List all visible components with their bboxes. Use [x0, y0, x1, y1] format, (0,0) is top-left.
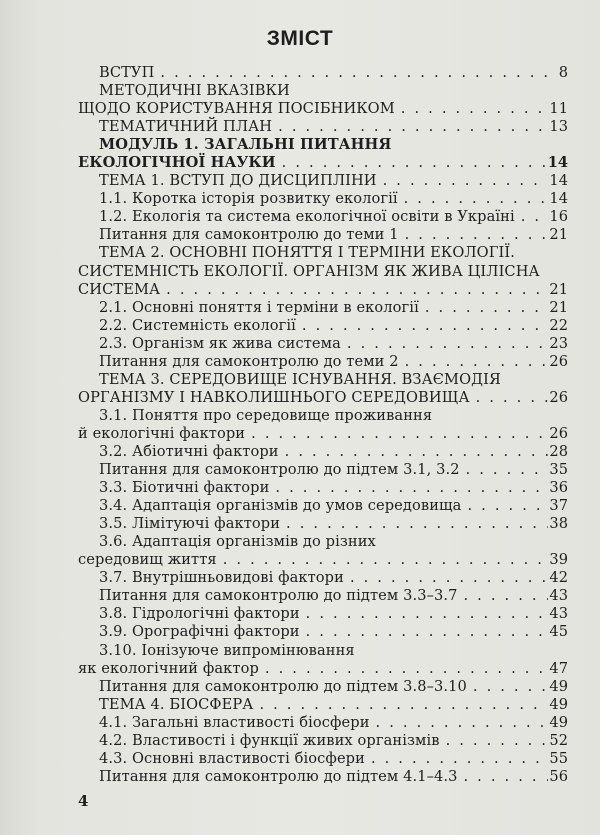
toc-entry-title: 1.1. Коротка історія розвитку екології: [99, 190, 398, 208]
toc-entry-page: 13: [549, 118, 568, 136]
toc-entry: [78, 587, 568, 605]
toc-entry: [78, 154, 568, 172]
toc-entry: [78, 750, 568, 768]
toc-entry-title: Питання для самоконтролю до підтем 3.8–3.10: [99, 677, 467, 695]
dot-leader: [166, 281, 548, 299]
toc-entry-title: СИСТЕМА: [78, 280, 161, 298]
toc-entry-title: МЕТОДИЧНІ ВКАЗІВКИ: [99, 82, 290, 100]
dot-leader: [306, 623, 549, 641]
page-title: ЗМІСТ: [266, 27, 334, 50]
toc-entry-page: 55: [549, 749, 568, 767]
toc-entry-title: 3.3. Біотичні фактори: [99, 479, 270, 497]
toc-entry-title: 3.5. Лімітуючі фактори: [99, 515, 281, 533]
toc-entry-page: 36: [549, 479, 568, 497]
toc-entry-page: 28: [549, 442, 568, 460]
toc-entry-title: ТЕМА 1. ВСТУП ДО ДИСЦИПЛІНИ: [99, 172, 377, 190]
dot-leader: [302, 317, 549, 335]
dot-leader: [476, 389, 549, 407]
dot-leader: [286, 515, 548, 533]
toc-entry-page: 37: [549, 497, 568, 515]
toc-entry-title: Питання для самоконтролю до теми 1: [99, 226, 399, 244]
toc-entry-title: 3.6. Адаптація організмів до різних: [99, 533, 376, 551]
toc-entry-page: 49: [549, 713, 568, 731]
toc-entry-title: Питання для самоконтролю до підтем 3.1, 3.2: [99, 461, 460, 479]
toc-entry: [78, 82, 568, 100]
dot-leader: [259, 696, 548, 714]
toc-entry-page: 22: [549, 316, 568, 334]
toc-entry-title: ЩОДО КОРИСТУВАННЯ ПОСІБНИКОМ: [78, 100, 395, 118]
dot-leader: [160, 64, 557, 82]
toc-entry: [78, 190, 568, 208]
dot-leader: [446, 732, 549, 750]
dot-leader: [464, 768, 549, 786]
dot-leader: [468, 497, 549, 515]
toc-entry-title: 2.3. Організм як жива система: [99, 334, 341, 352]
toc-entry: [78, 389, 568, 407]
toc-entry: [78, 678, 568, 696]
toc-entry-title: Питання для самоконтролю до підтем 4.1–4.3: [99, 767, 458, 785]
toc-entry-page: 14: [549, 172, 568, 190]
toc-entry-title: 3.8. Гідрологічні фактори: [99, 605, 300, 623]
dot-leader: [223, 551, 549, 569]
dot-leader: [404, 190, 549, 208]
toc-entry: [78, 569, 568, 587]
toc-entry-title: 2.2. Системність екології: [99, 316, 296, 334]
toc-entry: [78, 335, 568, 353]
dot-leader: [401, 100, 549, 118]
dot-leader: [251, 425, 548, 443]
toc-entry-page: 49: [549, 677, 568, 695]
toc-entry-page: 39: [549, 551, 568, 569]
page-number: 4: [78, 792, 89, 810]
toc-entry-title: й екологічні фактори: [78, 424, 246, 442]
toc-entry: [78, 226, 568, 244]
toc-entry: [78, 714, 568, 732]
toc-entry: [78, 443, 568, 461]
toc-entry: [78, 732, 568, 750]
toc-entry: [78, 515, 568, 533]
toc-entry-page: 23: [549, 334, 568, 352]
toc-entry-page: 26: [549, 388, 568, 406]
toc-entry: [78, 642, 568, 660]
toc-entry: [78, 696, 568, 714]
dot-leader: [278, 118, 548, 136]
toc-entry-title: 3.2. Абіотичні фактори: [99, 442, 279, 460]
toc-entry: [78, 299, 568, 317]
dot-leader: [425, 299, 549, 317]
toc-entry: [78, 371, 568, 389]
toc-entry-title: Питання для самоконтролю до теми 2: [99, 352, 399, 370]
toc-entry: [78, 425, 568, 443]
toc-entry-title: 4.3. Основні властивості біосфери: [99, 749, 365, 767]
toc-entry-title: ТЕМА 2. ОСНОВНІ ПОНЯТТЯ І ТЕРМІНИ ЕКОЛОГІЇ.: [99, 244, 515, 262]
toc-entry: [78, 263, 568, 281]
toc-entry: [78, 605, 568, 623]
dot-leader: [521, 208, 549, 226]
toc-entry: [78, 407, 568, 425]
toc-entry-title: МОДУЛЬ 1. ЗАГАЛЬНІ ПИТАННЯ: [99, 136, 392, 154]
toc-entry-title: 3.9. Орографічні фактори: [99, 623, 300, 641]
toc-entry-title: 1.2. Екологія та система екологічної освіти в Україні: [99, 208, 515, 226]
toc-entry-page: 52: [549, 731, 568, 749]
toc-entry-page: 38: [549, 515, 568, 533]
dot-leader: [473, 678, 549, 696]
table-of-contents: [78, 64, 568, 786]
toc-entry: [78, 244, 568, 262]
dot-leader: [265, 660, 549, 678]
toc-entry: [78, 281, 568, 299]
dot-leader: [371, 750, 548, 768]
toc-entry-title: ВСТУП: [99, 64, 155, 81]
toc-entry-title: 3.4. Адаптація організмів до умов середовища: [99, 497, 462, 515]
dot-leader: [376, 714, 549, 732]
toc-entry-page: 14: [547, 154, 568, 172]
toc-entry-page: 21: [549, 298, 568, 316]
dot-leader: [383, 172, 549, 190]
toc-entry: [78, 479, 568, 497]
toc-entry-page: 26: [549, 424, 568, 442]
toc-entry-title: 4.2. Властивості і функції живих організмів: [99, 731, 440, 749]
dot-leader: [405, 226, 549, 244]
toc-entry-title: 3.7. Внутрішньовидові фактори: [99, 569, 344, 587]
toc-entry: [78, 533, 568, 551]
toc-entry: [78, 118, 568, 136]
toc-entry-page: 43: [549, 605, 568, 623]
toc-entry: [78, 317, 568, 335]
toc-entry: [78, 100, 568, 118]
dot-leader: [282, 154, 547, 172]
toc-entry-title: ТЕМАТИЧНИЙ ПЛАН: [99, 118, 273, 136]
toc-entry-page: 16: [549, 208, 568, 226]
toc-entry-page: 21: [549, 280, 568, 298]
toc-entry: [78, 461, 568, 479]
toc-entry: [78, 551, 568, 569]
toc-entry-title: ТЕМА 3. СЕРЕДОВИЩЕ ІСНУВАННЯ. ВЗАЄМОДІЯ: [99, 370, 501, 388]
toc-entry-page: 45: [549, 623, 568, 641]
toc-entry-title: 2.1. Основні поняття і терміни в екології: [99, 298, 419, 316]
toc-entry-title: ОРГАНІЗМУ І НАВКОЛИШНЬОГО СЕРЕДОВИЩА: [78, 388, 470, 406]
toc-entry-title: ЕКОЛОГІЧНОЇ НАУКИ: [78, 154, 276, 172]
dot-leader: [285, 443, 549, 461]
toc-entry-page: 49: [549, 695, 568, 713]
toc-entry: [78, 208, 568, 226]
toc-entry-page: 47: [549, 659, 568, 677]
toc-entry-title: СИСТЕМНІСТЬ ЕКОЛОГІЇ. ОРГАНІЗМ ЯК ЖИВА ЦІЛІСНА: [78, 262, 540, 280]
dot-leader: [464, 587, 549, 605]
toc-entry: [78, 136, 568, 154]
toc-entry: [78, 353, 568, 371]
toc-entry: [78, 623, 568, 641]
toc-entry-page: 11: [549, 100, 568, 118]
dot-leader: [405, 353, 549, 371]
toc-entry-page: 56: [549, 767, 568, 785]
toc-entry-title: Питання для самоконтролю до підтем 3.3–3.7: [99, 587, 458, 605]
toc-entry-title: ТЕМА 4. БІОСФЕРА: [99, 695, 254, 713]
toc-entry-title: 4.1. Загальні властивості біосфери: [99, 713, 370, 731]
toc-entry-page: 43: [549, 587, 568, 605]
toc-entry-title: 3.1. Поняття про середовище проживання: [99, 406, 433, 424]
dot-leader: [275, 479, 548, 497]
toc-entry: [78, 768, 568, 786]
toc-entry-page: 14: [549, 190, 568, 208]
toc-entry-page: 8: [558, 64, 568, 81]
toc-entry-title: середовищ життя: [78, 551, 217, 569]
dot-leader: [466, 461, 549, 479]
toc-entry-page: 26: [549, 352, 568, 370]
toc-entry-page: 35: [549, 461, 568, 479]
dot-leader: [306, 605, 549, 623]
toc-entry-title: 3.10. Іонізуюче випромінювання: [99, 641, 355, 659]
toc-entry-page: 42: [549, 569, 568, 587]
dot-leader: [350, 569, 548, 587]
toc-entry: [78, 660, 568, 678]
toc-entry-title: як екологічний фактор: [78, 659, 259, 677]
toc-entry-page: 21: [549, 226, 568, 244]
toc-entry: [78, 64, 568, 82]
dot-leader: [347, 335, 549, 353]
toc-entry: [78, 497, 568, 515]
toc-entry: [78, 172, 568, 190]
